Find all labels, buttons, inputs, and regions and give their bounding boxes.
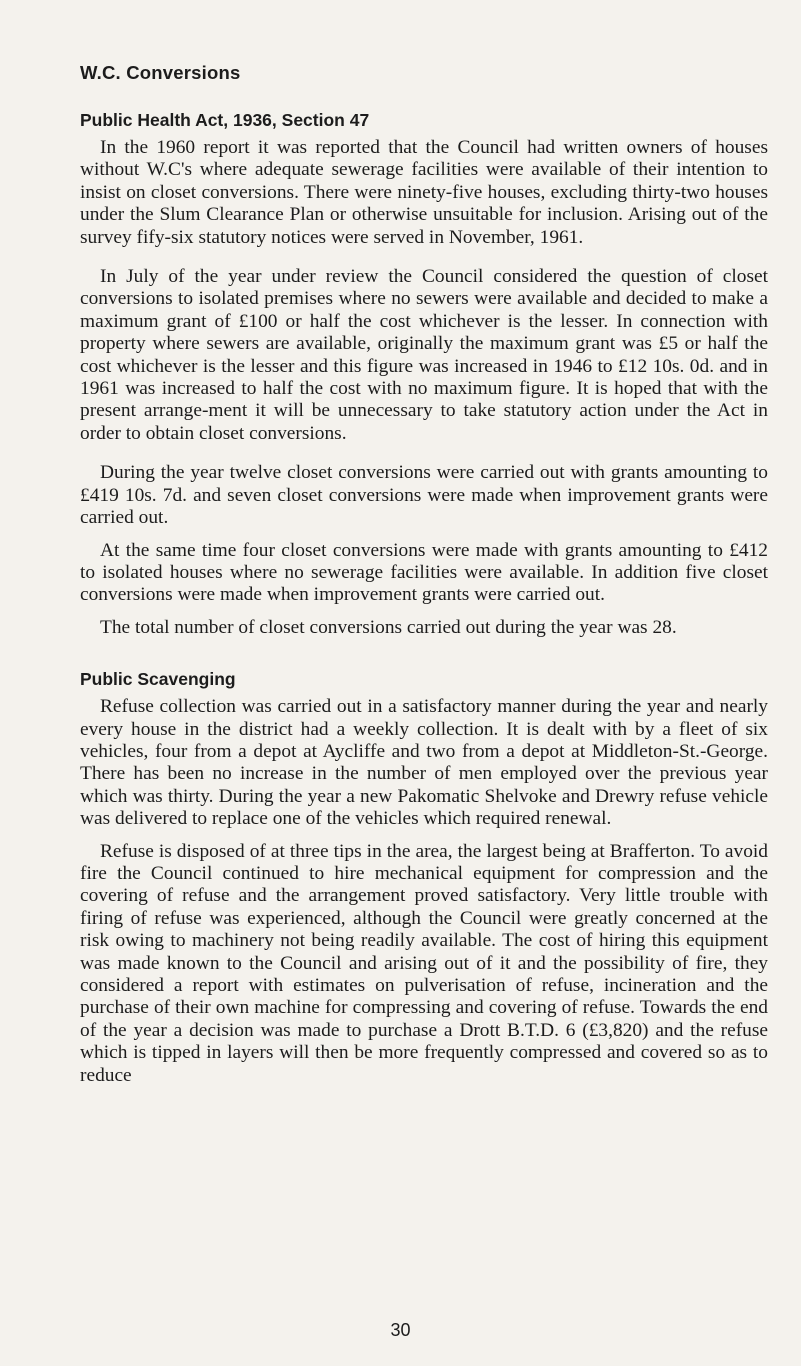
public-scavenging-title: Public Scavenging — [80, 669, 236, 690]
paragraph: Refuse is disposed of at three tips in the area, the largest being at Brafferton. To avoid fire the Council continued to hire mechanical equipment for compression and the covering of refuse and the arrangement proved satisfactory. Very little trouble with firing of refuse was experienced, although the Council were greatly concerned at the risk owing to machinery not being readily available. The cost of hiring this equipment was made known to the Council and arising out of it and the possibility of fire, they considered a report with estimates on pulverisation of refuse, incineration and the purchase of their own machine for compressing and covering of refuse. Towards the end of the year a decision was made to purchase a Drott B.T.D. 6 (£3,820) and the refuse which is tipped in layers will then be more frequently compressed and covered so as to reduce — [80, 840, 768, 1086]
paragraph: In the 1960 report it was reported that the Council had written owners of houses without W.C's where adequate sewerage facilities were available of their intention to insist on closet conversions. There were ninety-five houses, excluding thirty-two houses under the Slum Clearance Plan or otherwise unsuitable for inclusion. Arising out of the survey fify-six statutory notices were served in November, 1961. — [80, 137, 768, 248]
paragraph: Refuse collection was carried out in a satisfactory manner during the year and nearly every house in the district had a weekly collection. It is dealt with by a fleet of six vehicles, four from a depot at Aycliffe and two from a depot at Middleton-St.-George. There has been no increase in the number of men employed over the previous year which was thirty. During the year a new Pakomatic Shelvoke and Drewry refuse vehicle was delivered to replace one of the vehicles which required renewal. — [80, 696, 768, 830]
paragraph: In July of the year under review the Council considered the question of closet conversions to isolated premises where no sewers were available and decided to make a maximum grant of £100 or half the cost whichever is the lesser. In connection with property where sewers are available, originally the maximum grant was £5 or half the cost whichever is the lesser and this figure was increased in 1946 to £12 10s. 0d. and in 1961 was increased to half the cost with no maximum figure. It is hoped that with the present arrange-ment it will be unnecessary to take statutory action under the Act in order to obtain closet conversions. — [80, 266, 768, 444]
wc-conversions-subtitle: Public Health Act, 1936, Section 47 — [80, 110, 370, 130]
page-number: 30 — [390, 1320, 411, 1340]
paragraph: During the year twelve closet conversions were carried out with grants amounting to £419 10s. 7d. and seven closet conversions were made when improvement grants were carried out. — [80, 462, 768, 529]
paragraph: The total number of closet conversions carried out during the year was 28. — [100, 616, 677, 638]
document-page — [80, 62, 768, 1087]
paragraph: At the same time four closet conversions were made with grants amounting to £412 to isolated houses where no sewerage facilities were available. In addition five closet conversions were made when improvement grants were carried out. — [80, 539, 768, 606]
section-title: W.C. Conversions — [80, 62, 241, 83]
